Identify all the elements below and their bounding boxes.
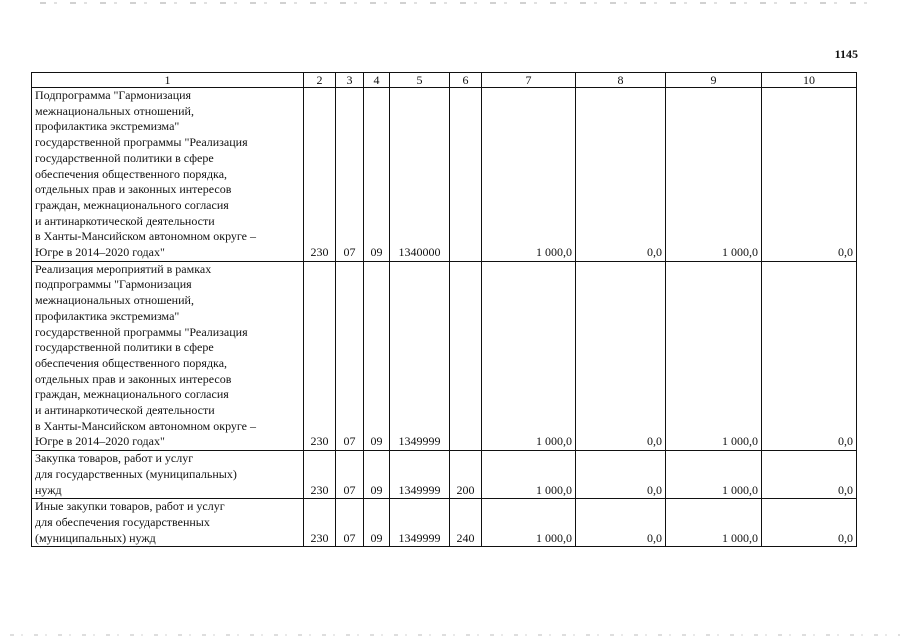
amount-cell-8: 0,0 [576,499,666,547]
column-header-5: 5 [390,73,450,88]
amount-cell-9: 1 000,0 [666,451,762,499]
table-row [32,88,857,262]
amount-cell-10: 0,0 [762,499,857,547]
column-header-8: 8 [576,73,666,88]
subsection-cell: 09 [364,88,390,262]
column-header-1: 1 [32,73,304,88]
row-name-cell: Реализация мероприятий в рамках подпрограммы "Гармонизация межнациональных отношений, профилактика экстремизма" государственной программы "Реализация государственной политики в сфере обеспечения общественного порядка, отдельных прав и законных интересов граждан, межнационального согласия и антинаркотической деятельности в Ханты-Мансийском автономном округе – Югре в 2014–2020 годах" [32,261,304,450]
ministry-code-cell: 230 [304,261,336,450]
subsection-cell: 09 [364,499,390,547]
subsection-cell: 09 [364,451,390,499]
amount-cell-7: 1 000,0 [482,88,576,262]
target-article-cell: 1349999 [390,499,450,547]
amount-cell-10: 0,0 [762,261,857,450]
amount-cell-8: 0,0 [576,451,666,499]
section-cell: 07 [336,499,364,547]
section-cell: 07 [336,261,364,450]
page-number: 1145 [834,47,858,61]
row-name-cell: Закупка товаров, работ и услуг для государственных (муниципальных) нужд [32,451,304,499]
column-header-4: 4 [364,73,390,88]
amount-cell-9: 1 000,0 [666,88,762,262]
target-article-cell: 1349999 [390,261,450,450]
scan-artifact-top [40,2,880,4]
column-header-10: 10 [762,73,857,88]
row-name-cell: Подпрограмма "Гармонизация межнациональных отношений, профилактика экстремизма" государственной программы "Реализация государственной политики в сфере обеспечения общественного порядка, отдельных прав и законных интересов граждан, межнационального согласия и антинаркотической деятельности в Ханты-Мансийском автономном округе – Югре в 2014–2020 годах" [32,88,304,262]
amount-cell-7: 1 000,0 [482,261,576,450]
scan-artifact-bottom [10,634,900,636]
ministry-code-cell: 230 [304,88,336,262]
subsection-cell: 09 [364,261,390,450]
amount-cell-7: 1 000,0 [482,451,576,499]
target-article-cell: 1340000 [390,88,450,262]
column-header-3: 3 [336,73,364,88]
column-header-6: 6 [450,73,482,88]
expense-type-cell: 200 [450,451,482,499]
budget-table [31,72,857,547]
section-cell: 07 [336,451,364,499]
column-header-9: 9 [666,73,762,88]
table-row [32,261,857,450]
section-cell: 07 [336,88,364,262]
expense-type-cell [450,261,482,450]
expense-type-cell: 240 [450,499,482,547]
column-header-2: 2 [304,73,336,88]
amount-cell-9: 1 000,0 [666,499,762,547]
table-row [32,499,857,547]
amount-cell-9: 1 000,0 [666,261,762,450]
ministry-code-cell: 230 [304,499,336,547]
amount-cell-10: 0,0 [762,88,857,262]
row-name-cell: Иные закупки товаров, работ и услуг для обеспечения государственных (муниципальных) нужд [32,499,304,547]
amount-cell-8: 0,0 [576,88,666,262]
column-header-7: 7 [482,73,576,88]
amount-cell-7: 1 000,0 [482,499,576,547]
table-row [32,451,857,499]
header-row [32,73,857,88]
target-article-cell: 1349999 [390,451,450,499]
amount-cell-10: 0,0 [762,451,857,499]
amount-cell-8: 0,0 [576,261,666,450]
expense-type-cell [450,88,482,262]
ministry-code-cell: 230 [304,451,336,499]
